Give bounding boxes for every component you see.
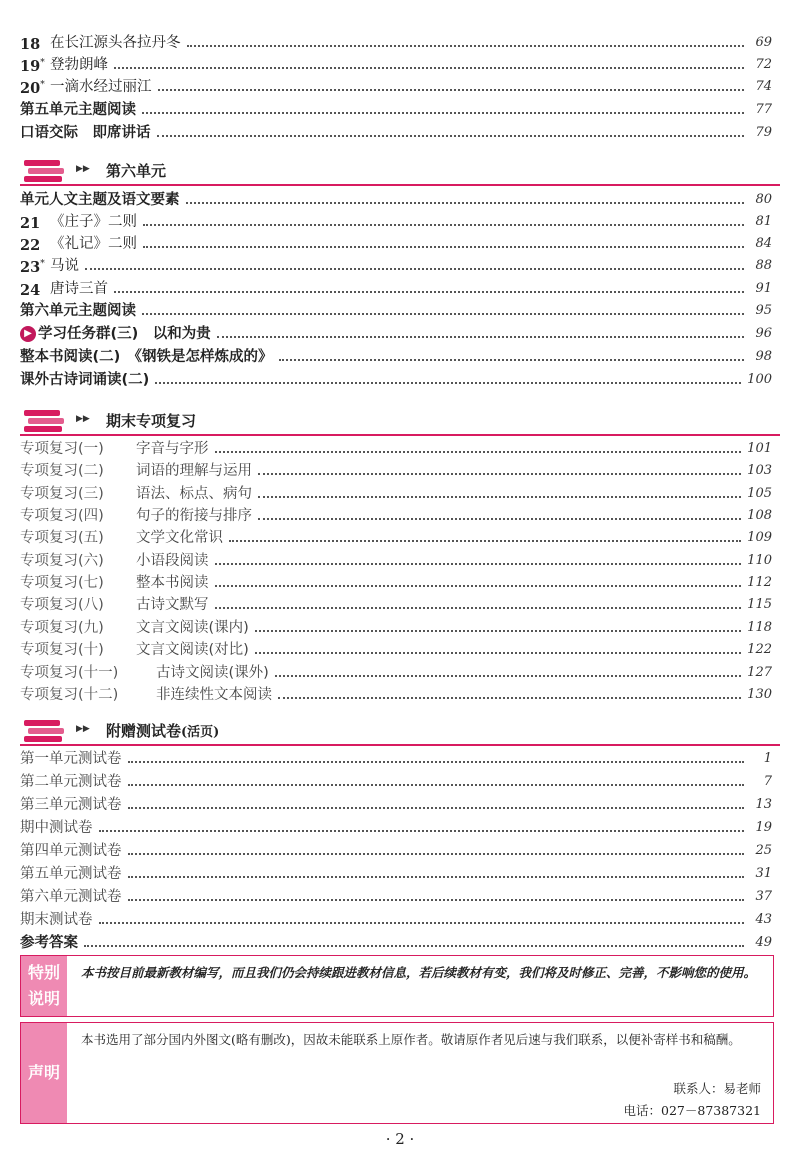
lesson-number: 19* <box>20 57 45 75</box>
toc-entry[interactable] <box>20 460 772 482</box>
toc-entry[interactable] <box>20 505 772 527</box>
play-circle-icon: ▶ <box>20 326 36 342</box>
review-prefix: 专项复习(一) <box>20 441 104 457</box>
section-header-tests <box>20 718 780 746</box>
page-ref: 79 <box>755 125 772 140</box>
toc-entry[interactable] <box>20 639 772 661</box>
dot-leader <box>142 112 744 114</box>
page-ref: 103 <box>747 463 772 478</box>
lesson-number: 24 <box>20 281 41 299</box>
review-prefix: 专项复习(三) <box>20 486 104 502</box>
entry-title: 第六单元主题阅读 <box>20 303 136 319</box>
entry-title: 唐诗三首 <box>50 281 108 297</box>
section-rule <box>20 744 780 746</box>
page-number: · 2 · <box>385 1130 415 1148</box>
toc-entry[interactable] <box>20 438 772 460</box>
page-ref: 13 <box>755 797 772 812</box>
dot-leader <box>258 496 741 498</box>
dot-leader <box>142 313 744 315</box>
toc-entry[interactable] <box>20 594 772 616</box>
toc-entry[interactable] <box>20 748 772 770</box>
statement-text: 本书选用了部分国内外图文(略有删改)，因故未能联系上原作者。敬请原作者见后速与我们联系，以便补寄样书和稿酬。 <box>81 1032 741 1047</box>
page-ref: 49 <box>755 935 772 950</box>
page-ref: 110 <box>747 553 772 568</box>
lesson-number: 23* <box>20 258 45 276</box>
toc-entry[interactable] <box>20 483 772 505</box>
page-ref: 127 <box>747 665 772 680</box>
toc-entry[interactable] <box>20 662 772 684</box>
page-ref: 95 <box>755 303 772 318</box>
page-ref: 69 <box>755 35 772 50</box>
entry-title: 期末测试卷 <box>20 912 93 928</box>
toc-entry[interactable] <box>20 550 772 572</box>
dot-leader <box>128 899 745 901</box>
page-ref: 112 <box>747 575 772 590</box>
dot-leader <box>128 853 745 855</box>
lesson-number: 18 <box>20 35 41 53</box>
lesson-number: 22 <box>20 236 41 254</box>
entry-title: 一滴水经过丽江 <box>50 79 152 95</box>
entry-title: 整本书阅读 <box>136 575 209 591</box>
review-prefix: 专项复习(六) <box>20 553 104 569</box>
section-header-unit6 <box>20 158 780 186</box>
page-ref: 77 <box>755 102 772 117</box>
review-prefix: 专项复习(十一) <box>20 665 119 681</box>
toc-entry[interactable] <box>20 527 772 549</box>
dot-leader <box>157 135 745 137</box>
section-title: 附赠测试卷(活页) <box>106 722 220 740</box>
entry-title: 《礼记》二则 <box>50 236 137 252</box>
entry-title: 第三单元测试卷 <box>20 797 122 813</box>
toc-entry[interactable] <box>20 771 772 793</box>
section-title: 期末专项复习 <box>106 412 197 430</box>
page-ref: 98 <box>755 349 772 364</box>
page-ref: 72 <box>755 57 772 72</box>
page-ref: 88 <box>755 258 772 273</box>
dot-leader <box>128 876 745 878</box>
contact-phone: 电话：027－87387321 <box>623 1103 761 1118</box>
entry-title: 词语的理解与运用 <box>136 463 252 479</box>
dot-leader <box>229 540 741 542</box>
dot-leader <box>99 830 745 832</box>
dot-leader <box>258 518 741 520</box>
review-prefix: 专项复习(七) <box>20 575 104 591</box>
page-ref: 25 <box>755 843 772 858</box>
page-ref: 43 <box>755 912 772 927</box>
review-prefix: 专项复习(十) <box>20 642 104 658</box>
page-ref: 101 <box>747 441 772 456</box>
entry-title: 文言文阅读(对比) <box>136 642 249 658</box>
entry-title: 第一单元测试卷 <box>20 751 122 767</box>
dot-leader <box>258 473 741 475</box>
double-arrow-icon: ▶▶ <box>76 414 90 424</box>
entry-title: 古诗文默写 <box>136 597 209 613</box>
toc-entry[interactable] <box>20 211 772 233</box>
page-ref: 130 <box>747 687 772 702</box>
entry-title: 非连续性文本阅读 <box>156 687 272 703</box>
dot-leader <box>215 563 742 565</box>
dot-leader <box>143 224 744 226</box>
entry-title: 古诗文阅读(课外) <box>156 665 269 681</box>
review-prefix: 专项复习(四) <box>20 508 104 524</box>
entry-title: 学习任务群(三) 以和为贵 <box>38 326 211 342</box>
entry-title: 登勃朗峰 <box>50 57 108 73</box>
entry-title: 参考答案 <box>20 935 78 951</box>
page-ref: 118 <box>747 620 772 635</box>
dot-leader <box>114 67 744 69</box>
dot-leader <box>275 675 741 677</box>
dot-leader <box>186 202 745 204</box>
page-ref: 109 <box>747 530 772 545</box>
double-arrow-icon: ▶▶ <box>76 164 90 174</box>
statement-box <box>20 1022 774 1124</box>
entry-title: 第六单元测试卷 <box>20 889 122 905</box>
entry-title: 口语交际 即席讲话 <box>20 125 151 141</box>
entry-title: 第五单元测试卷 <box>20 866 122 882</box>
entry-title: 《庄子》二则 <box>50 214 137 230</box>
lesson-number: 21 <box>20 214 41 232</box>
entry-title: 马说 <box>50 258 79 274</box>
page-ref: 81 <box>755 214 772 229</box>
section-rule <box>20 184 780 186</box>
dot-leader <box>215 607 742 609</box>
toc-entry[interactable] <box>20 863 772 885</box>
dot-leader <box>85 268 744 270</box>
toc-entry[interactable] <box>20 99 772 121</box>
toc-entry[interactable] <box>20 32 772 54</box>
section-rule <box>20 434 780 436</box>
entry-title: 第二单元测试卷 <box>20 774 122 790</box>
toc-entry[interactable] <box>20 122 772 144</box>
page-ref: 115 <box>747 597 772 612</box>
page-ref: 19 <box>755 820 772 835</box>
entry-title: 第五单元主题阅读 <box>20 102 136 118</box>
entry-title: 期中测试卷 <box>20 820 93 836</box>
entry-title: 字音与字形 <box>136 441 209 457</box>
toc-entry[interactable] <box>20 278 772 300</box>
toc-entry[interactable] <box>20 840 772 862</box>
toc-entry[interactable] <box>20 233 772 255</box>
dot-leader <box>84 945 744 947</box>
entry-title: 句子的衔接与排序 <box>136 508 252 524</box>
books-icon <box>24 408 68 434</box>
dot-leader <box>217 336 744 338</box>
page-ref: 100 <box>747 372 772 387</box>
books-icon <box>24 158 68 184</box>
dot-leader <box>155 382 741 384</box>
toc-entry[interactable] <box>20 817 772 839</box>
toc-entry[interactable] <box>20 794 772 816</box>
section-title: 第六单元 <box>106 162 167 180</box>
page-ref: 31 <box>755 866 772 881</box>
dot-leader <box>187 45 745 47</box>
dot-leader <box>128 761 745 763</box>
toc-entry[interactable] <box>20 617 772 639</box>
page-ref: 91 <box>755 281 772 296</box>
toc-entry[interactable] <box>20 76 772 98</box>
dot-leader <box>255 652 741 654</box>
review-prefix: 专项复习(九) <box>20 620 104 636</box>
entry-title: 小语段阅读 <box>136 553 209 569</box>
lesson-number: 20* <box>20 79 45 97</box>
contact-person: 联系人：易老师 <box>673 1081 761 1096</box>
toc-entry[interactable] <box>20 189 772 211</box>
toc-entry[interactable] <box>20 323 772 345</box>
page-ref: 108 <box>747 508 772 523</box>
page-ref: 105 <box>747 486 772 501</box>
entry-title: 语法、标点、病句 <box>136 486 252 502</box>
review-prefix: 专项复习(五) <box>20 530 104 546</box>
toc-entry[interactable] <box>20 346 772 368</box>
page-ref: 84 <box>755 236 772 251</box>
entry-title: 文言文阅读(课内) <box>136 620 249 636</box>
toc-entry[interactable] <box>20 572 772 594</box>
toc-entry[interactable] <box>20 255 772 277</box>
double-arrow-icon: ▶▶ <box>76 724 90 734</box>
page-ref: 96 <box>755 326 772 341</box>
entry-title: 单元人文主题及语文要素 <box>20 192 180 208</box>
page-ref: 37 <box>755 889 772 904</box>
toc-entry[interactable] <box>20 54 772 76</box>
entry-title: 整本书阅读(二) 《钢铁是怎样炼成的》 <box>20 349 273 365</box>
entry-title: 第四单元测试卷 <box>20 843 122 859</box>
toc-entry[interactable] <box>20 886 772 908</box>
dot-leader <box>279 359 744 361</box>
dot-leader <box>278 697 741 699</box>
entry-title: 文学文化常识 <box>136 530 223 546</box>
entry-title: 在长江源头各拉丹冬 <box>50 35 181 51</box>
dot-leader <box>215 451 742 453</box>
page-ref: 1 <box>763 751 772 766</box>
statement-tag: 声明 <box>21 1023 67 1123</box>
books-icon <box>24 718 68 744</box>
dot-leader <box>114 291 744 293</box>
dot-leader <box>158 89 745 91</box>
dot-leader <box>99 922 745 924</box>
toc-entry[interactable] <box>20 932 772 954</box>
review-prefix: 专项复习(八) <box>20 597 104 613</box>
special-note-text: 本书按目前最新教材编写，而且我们仍会持续跟进教材信息，若后续教材有变，我们将及时修正、完善，不影响您的使用。 <box>81 965 757 980</box>
page-ref: 80 <box>755 192 772 207</box>
page-ref: 7 <box>763 774 772 789</box>
toc-entry[interactable] <box>20 369 772 391</box>
dot-leader <box>128 807 745 809</box>
review-prefix: 专项复习(二) <box>20 463 104 479</box>
dot-leader <box>128 784 745 786</box>
toc-entry[interactable] <box>20 300 772 322</box>
dot-leader <box>215 585 742 587</box>
review-prefix: 专项复习(十二) <box>20 687 119 703</box>
section-header-review <box>20 408 780 436</box>
special-note-tag: 特别说明 <box>21 956 67 1016</box>
dot-leader <box>143 246 744 248</box>
toc-entry[interactable] <box>20 909 772 931</box>
toc-entry[interactable] <box>20 684 772 706</box>
entry-title: 课外古诗词诵读(二) <box>20 372 150 388</box>
special-note-box <box>20 955 774 1017</box>
page-ref: 122 <box>747 642 772 657</box>
dot-leader <box>255 630 741 632</box>
page-ref: 74 <box>755 79 772 94</box>
